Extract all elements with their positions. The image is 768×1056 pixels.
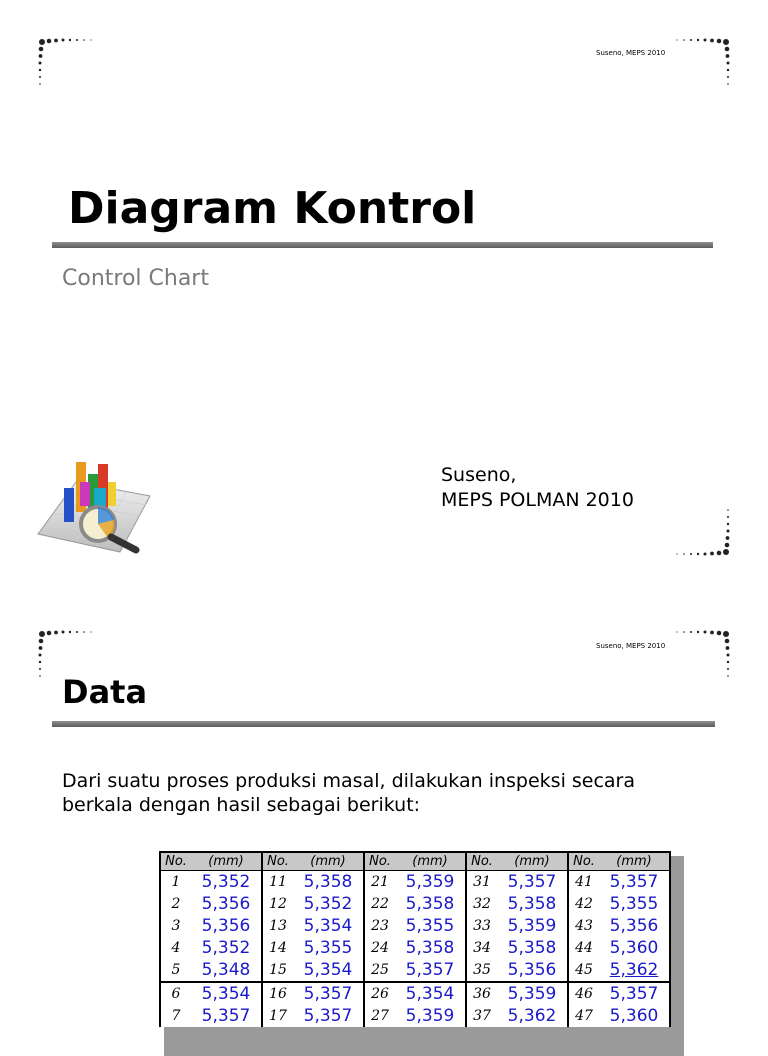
cell-value: 5,358 — [507, 938, 557, 958]
cell-no: 36 — [466, 982, 497, 1005]
cell-value: 5,355 — [303, 938, 353, 958]
slide-title: Diagram Kontrol — [68, 183, 477, 234]
cell-no: 1 — [160, 871, 191, 894]
cell-no: 25 — [364, 959, 395, 982]
cell-no: 2 — [160, 893, 191, 915]
cell-value: 5,357 — [201, 1006, 251, 1026]
cell-value: 5,357 — [293, 982, 364, 1005]
data-table — [159, 851, 671, 1027]
cell-value: 5,356 — [201, 894, 251, 914]
author-affiliation: MEPS POLMAN 2010 — [441, 489, 634, 511]
column-header-mm: (mm) — [599, 852, 670, 871]
column-header-no: No. — [160, 852, 191, 871]
table-row — [160, 871, 670, 894]
cell-value: 5,352 — [303, 894, 353, 914]
slide-credit: Suseno, MEPS 2010 — [596, 642, 666, 650]
cell-no: 17 — [262, 1005, 293, 1027]
cell-value: 5,358 — [507, 894, 557, 914]
column-header-no: No. — [364, 852, 395, 871]
cell-no: 42 — [568, 893, 599, 915]
cell-no: 22 — [364, 893, 395, 915]
corner-dots-bottom-right — [668, 500, 732, 560]
cell-value: 5,356 — [201, 916, 251, 936]
cell-value: 5,357 — [405, 960, 455, 980]
cell-no: 32 — [466, 893, 497, 915]
cell-no: 41 — [568, 871, 599, 894]
column-header-no: No. — [262, 852, 293, 871]
cell-no: 43 — [568, 915, 599, 937]
cell-value: 5,355 — [405, 916, 455, 936]
author-name: Suseno, — [441, 464, 517, 486]
cell-value: 5,356 — [599, 915, 670, 937]
cell-no: 12 — [262, 893, 293, 915]
intro-line: Dari suatu proses produksi masal, dilakukan inspeksi secara — [62, 770, 636, 792]
table-row — [160, 959, 670, 982]
cell-no: 27 — [364, 1005, 395, 1027]
cell-value: 5,348 — [201, 960, 251, 980]
cell-value: 5,362 — [599, 959, 670, 982]
cell-no: 21 — [364, 871, 395, 894]
data-table-wrap — [159, 851, 671, 1027]
cell-no: 45 — [568, 959, 599, 982]
cell-value: 5,359 — [497, 982, 568, 1005]
cell-no: 35 — [466, 959, 497, 982]
intro-text — [62, 769, 702, 817]
cell-value: 5,358 — [303, 872, 353, 892]
table-row — [160, 937, 670, 959]
column-header-mm: (mm) — [293, 852, 364, 871]
column-header-mm: (mm) — [497, 852, 568, 871]
cell-no: 14 — [262, 937, 293, 959]
cell-no: 23 — [364, 915, 395, 937]
cell-no: 7 — [160, 1005, 191, 1027]
cell-value: 5,352 — [201, 872, 251, 892]
cell-no: 16 — [262, 982, 293, 1005]
column-header-no: No. — [568, 852, 599, 871]
cell-value: 5,360 — [599, 1005, 670, 1027]
cell-value: 5,362 — [507, 1006, 557, 1026]
table-row — [160, 893, 670, 915]
cell-value: 5,359 — [405, 1006, 455, 1026]
table-header-row — [160, 852, 670, 871]
cell-no: 37 — [466, 1005, 497, 1027]
cell-value: 5,352 — [201, 938, 251, 958]
cell-value: 5,357 — [303, 1006, 353, 1026]
column-header-mm: (mm) — [395, 852, 466, 871]
title-rule — [52, 242, 713, 248]
cell-no: 4 — [160, 937, 191, 959]
cell-no: 33 — [466, 915, 497, 937]
cell-value: 5,354 — [395, 982, 466, 1005]
cell-no: 24 — [364, 937, 395, 959]
slide-title: Data — [62, 673, 148, 711]
cell-no: 47 — [568, 1005, 599, 1027]
cell-value: 5,359 — [405, 872, 455, 892]
cell-value: 5,355 — [599, 893, 670, 915]
cell-no: 13 — [262, 915, 293, 937]
corner-dots-top-right — [668, 36, 732, 92]
slide-credit: Suseno, MEPS 2010 — [596, 49, 666, 57]
cell-no: 44 — [568, 937, 599, 959]
table-row — [160, 982, 670, 1005]
cell-no: 6 — [160, 982, 191, 1005]
cell-no: 5 — [160, 959, 191, 982]
intro-line: berkala dengan hasil sebagai berikut: — [62, 794, 421, 816]
cell-no: 46 — [568, 982, 599, 1005]
cell-value: 5,354 — [303, 960, 353, 980]
cell-value: 5,359 — [507, 916, 557, 936]
chart-magnifier-icon — [36, 452, 154, 562]
cell-value: 5,357 — [507, 872, 557, 892]
cell-no: 34 — [466, 937, 497, 959]
cell-no: 15 — [262, 959, 293, 982]
cell-no: 26 — [364, 982, 395, 1005]
column-header-mm: (mm) — [191, 852, 262, 871]
cell-value: 5,358 — [405, 938, 455, 958]
column-header-no: No. — [466, 852, 497, 871]
cell-no: 31 — [466, 871, 497, 894]
cell-no: 11 — [262, 871, 293, 894]
cell-no: 3 — [160, 915, 191, 937]
title-rule — [52, 721, 715, 727]
cell-value: 5,357 — [599, 871, 670, 894]
cell-value: 5,354 — [191, 982, 262, 1005]
cell-value: 5,360 — [599, 937, 670, 959]
cell-value: 5,358 — [405, 894, 455, 914]
table-row — [160, 915, 670, 937]
corner-dots-top-right — [668, 628, 732, 684]
cell-value: 5,354 — [303, 916, 353, 936]
corner-dots-top-left — [36, 36, 100, 92]
cell-value: 5,357 — [599, 982, 670, 1005]
cell-value: 5,356 — [507, 960, 557, 980]
author-block — [441, 463, 634, 513]
slide-subtitle: Control Chart — [62, 266, 209, 291]
